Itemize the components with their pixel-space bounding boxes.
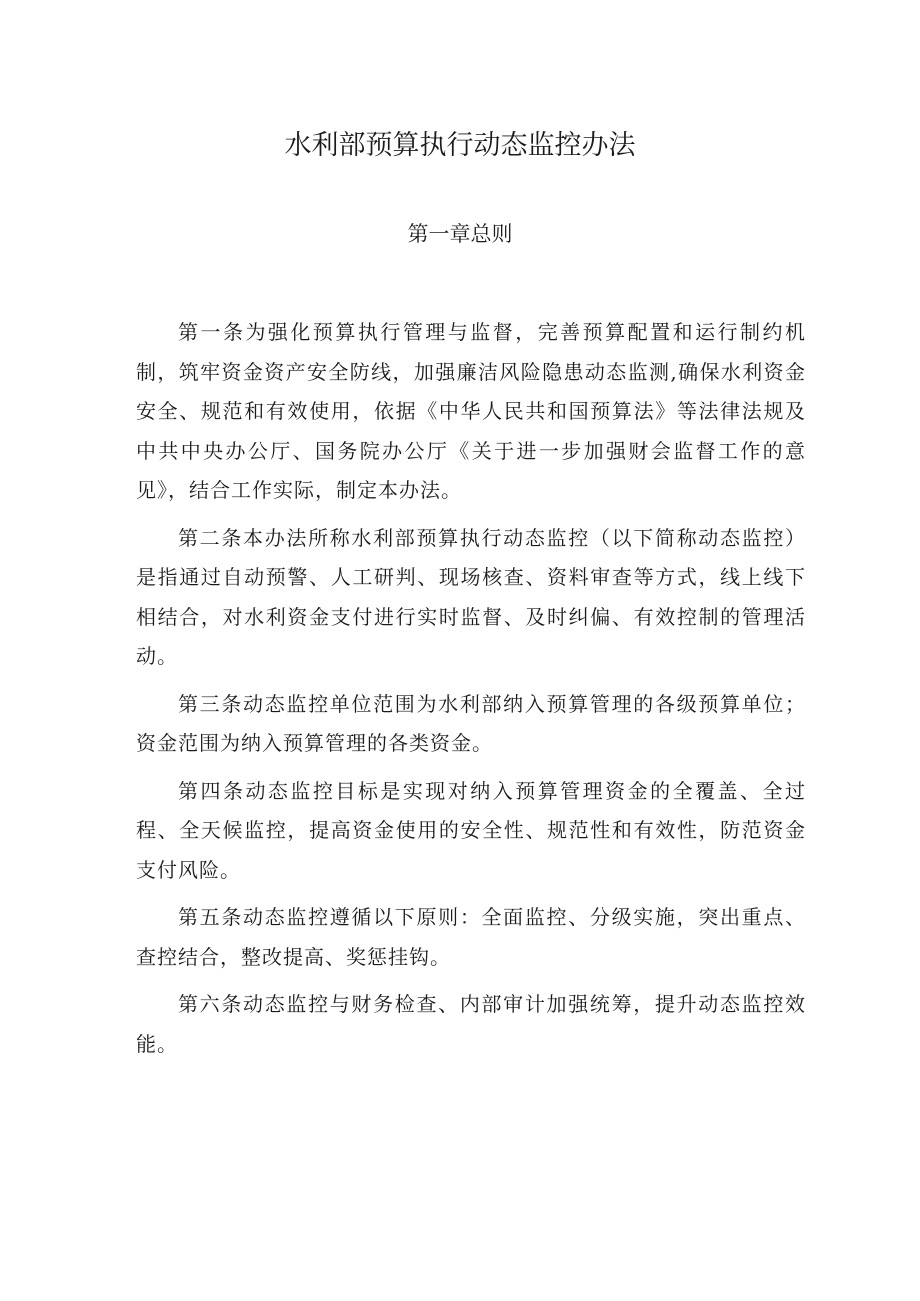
article-3: 第三条动态监控单位范围为水利部纳入预算管理的各级预算单位；资金范围为纳入预算管理的各类资金。 — [136, 691, 806, 755]
article-1: 第一条为强化预算执行管理与监督，完善预算配置和运行制约机制，筑牢资金资产安全防线，加强廉洁风险隐患动态监测,确保水利资金安全、规范和有效使用，依据《中华人民共和国预算法》等法律法规及中共中央办公厅、国务院办公厅《关于进一步加强财会监督工作的意见》，结合工作实际，制定本办法。 — [136, 320, 806, 502]
article-6: 第六条动态监控与财务检查、内部审计加强统筹，提升动态监控效能。 — [136, 992, 806, 1056]
article-4: 第四条动态监控目标是实现对纳入预算管理资金的全覆盖、全过程、全天候监控，提高资金使用的安全性、规范性和有效性，防范资金支付风险。 — [136, 778, 806, 882]
chapter-heading: 第一章总则 — [407, 222, 513, 246]
article-2: 第二条本办法所称水利部预算执行动态监控（以下简称动态监控）是指通过自动预警、人工研判、现场核查、资料审查等方式，线上线下相结合，对水利资金支付进行实时监督、及时纠偏、有效控制的管理活动。 — [136, 525, 806, 668]
document-body — [136, 313, 806, 1072]
article-5: 第五条动态监控遵循以下原则：全面监控、分级实施，突出重点、查控结合，整改提高、奖惩挂钩。 — [136, 905, 806, 969]
document-title: 水利部预算执行动态监控办法 — [284, 130, 636, 161]
